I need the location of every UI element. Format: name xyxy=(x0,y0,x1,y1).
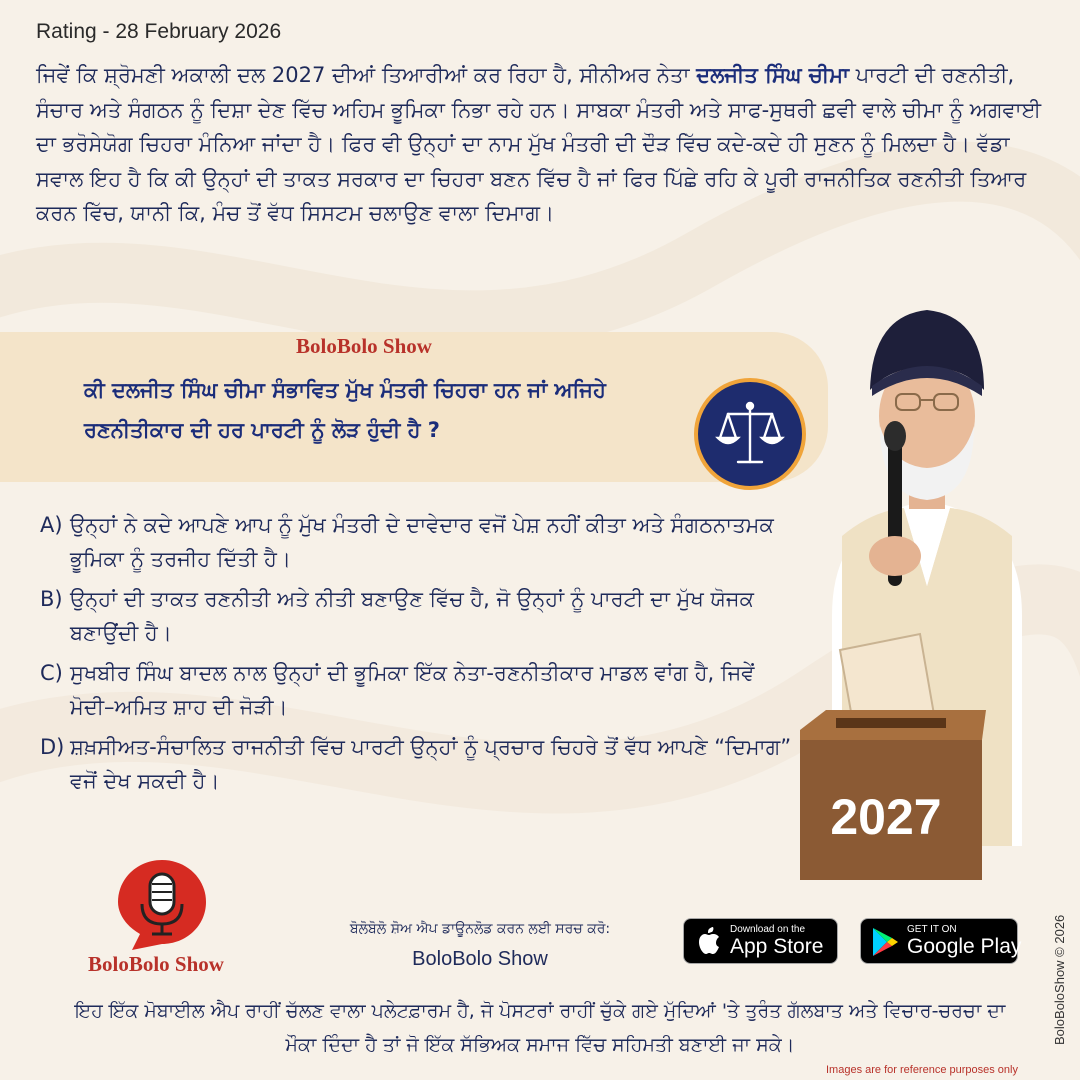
intro-text-start: ਜਿਵੇਂ ਕਿ ਸ਼੍ਰੋਮਣੀ ਅਕਾਲੀ ਦਲ 2027 ਦੀਆਂ ਤਿਆਰੀਆਂ ਕਰ ਰਿਹਾ ਹੈ, ਸੀਨੀਅਰ ਨੇਤਾ xyxy=(36,63,697,87)
scales-of-justice-icon xyxy=(694,378,806,490)
search-app-name: BoloBolo Show xyxy=(412,948,548,970)
option-b[interactable] xyxy=(40,582,800,650)
rating-date: Rating - 28 February 2026 xyxy=(36,20,282,43)
intro-paragraph xyxy=(36,58,1046,231)
option-letter: C) xyxy=(40,661,63,685)
image-disclaimer: Images are for reference purposes only xyxy=(826,1064,1018,1076)
option-d[interactable] xyxy=(40,730,800,798)
logo-wordmark: BoloBolo Show xyxy=(88,952,224,976)
intro-highlight-name: ਦਲਜੀਤ ਸਿੰਘ ਚੀਮਾ xyxy=(696,63,850,87)
search-prompt: ਬੋਲੋਬੋਲੋ ਸ਼ੋਅ ਐਪ ਡਾਊਨਲੋਡ ਕਰਨ ਲਈ ਸਰਚ ਕਰੋ: xyxy=(349,921,611,937)
option-text: ਉਨ੍ਹਾਂ ਨੇ ਕਦੇ ਆਪਣੇ ਆਪ ਨੂੰ ਮੁੱਖ ਮੰਤਰੀ ਦੇ ਦਾਵੇਦਾਰ ਵਜੋਂ ਪੇਸ਼ ਨਹੀਂ ਕੀਤਾ ਅਤੇ ਸੰਗਠਨਾਤਮਕ ਭੂਮਿਕਾ ਨੂੰ ਤਰਜੀਹ ਦਿੱਤੀ ਹੈ। xyxy=(70,513,774,571)
copyright-notice: BoloBoloShow © 2026 xyxy=(1052,914,1067,1045)
apple-icon xyxy=(696,927,722,957)
option-letter: B) xyxy=(40,587,63,611)
option-text: ਸੁਖਬੀਰ ਸਿੰਘ ਬਾਦਲ ਨਾਲ ਉਨ੍ਹਾਂ ਦੀ ਭੂਮਿਕਾ ਇੱਕ ਨੇਤਾ-ਰਣਨੀਤੀਕਾਰ ਮਾਡਲ ਵਾਂਗ ਹੈ, ਜਿਵੇਂ ਮੋਦੀ–ਅਮਿਤ ਸ਼ਾਹ ਦੀ ਜੋੜੀ। xyxy=(70,661,755,719)
answer-options xyxy=(40,508,800,804)
question-text: ਕੀ ਦਲਜੀਤ ਸਿੰਘ ਚੀਮਾ ਸੰਭਾਵਿਤ ਮੁੱਖ ਮੰਤਰੀ ਚਿਹਰਾ ਹਨ ਜਾਂ ਅਜਿਹੇ ਰਣਨੀਤੀਕਾਰ ਦੀ ਹਰ ਪਾਰਟੀ ਨੂੰ ਲੋੜ ਹੁੰਦੀ ਹੈ ? xyxy=(84,378,606,442)
option-a[interactable] xyxy=(40,508,800,576)
app-store-small-text: Download on the xyxy=(730,924,806,935)
option-letter: A) xyxy=(40,513,63,537)
footer-description: ਇਹ ਇੱਕ ਮੋਬਾਈਲ ਐਪ ਰਾਹੀਂ ਚੱਲਣ ਵਾਲਾ ਪਲੇਟਫ਼ਾਰਮ ਹੈ, ਜੋ ਪੋਸਟਰਾਂ ਰਾਹੀਂ ਚੁੱਕੇ ਗਏ ਮੁੱਦਿਆਂ 'ਤੇ ਤੁਰੰਤ ਗੱਲਬਾਤ ਅਤੇ ਵਿਚਾਰ-ਚਰਚਾ ਦਾ ਮੌਕਾ ਦਿੰਦਾ ਹੈ ਤਾਂ ਜੋ ਇੱਕ ਸੱਭਿਅਕ ਸਮਾਜ ਵਿੱਚ ਸਹਿਮਤੀ ਬਣਾਈ ਜਾ ਸਕੇ। xyxy=(74,1000,1006,1056)
app-store-button[interactable] xyxy=(683,918,838,964)
option-letter: D) xyxy=(40,735,65,759)
google-play-big-text: Google Play xyxy=(907,935,1022,958)
google-play-button[interactable] xyxy=(860,918,1022,964)
app-store-big-text: App Store xyxy=(730,935,824,958)
option-text: ਸ਼ਖ਼ਸੀਅਤ-ਸੰਚਾਲਿਤ ਰਾਜਨੀਤੀ ਵਿੱਚ ਪਾਰਟੀ ਉਨ੍ਹਾਂ ਨੂੰ ਪ੍ਰਚਾਰ ਚਿਹਰੇ ਤੋਂ ਵੱਧ ਆਪਣੇ “ਦਿਮਾਗ” ਵਜੋਂ ਦੇਖ ਸਕਦੀ ਹੈ। xyxy=(70,735,792,793)
option-text: ਉਨ੍ਹਾਂ ਦੀ ਤਾਕਤ ਰਣਨੀਤੀ ਅਤੇ ਨੀਤੀ ਬਣਾਉਣ ਵਿੱਚ ਹੈ, ਜੋ ਉਨ੍ਹਾਂ ਨੂੰ ਪਾਰਟੀ ਦਾ ਮੁੱਖ ਯੋਜਕ ਬਣਾਉਂਦੀ ਹੈ। xyxy=(70,587,754,645)
option-c[interactable] xyxy=(40,656,800,724)
intro-text-rest: ਪਾਰਟੀ ਦੀ ਰਣਨੀਤੀ, ਸੰਚਾਰ ਅਤੇ ਸੰਗਠਨ ਨੂੰ ਦਿਸ਼ਾ ਦੇਣ ਵਿੱਚ ਅਹਿਮ ਭੂਮਿਕਾ ਨਿਭਾ ਰਹੇ ਹਨ। ਸਾਬਕਾ ਮੰਤਰੀ ਅਤੇ ਸਾਫ-ਸੁਥਰੀ ਛਵੀ ਵਾਲੇ ਚੀਮਾ ਨੂੰ ਅਗਵਾਈ ਦਾ ਭਰੋਸੇਯੋਗ ਚਿਹਰਾ ਮੰਨਿਆ ਜਾਂਦਾ ਹੈ। ਫਿਰ ਵੀ ਉਨ੍ਹਾਂ ਦਾ ਨਾਮ ਮੁੱਖ ਮੰਤਰੀ ਦੀ ਦੌੜ ਵਿੱਚ ਕਦੇ-ਕਦੇ ਹੀ ਸੁਣਨ ਨੂੰ ਮਿਲਦਾ ਹੈ। ਵੱਡਾ ਸਵਾਲ ਇਹ ਹੈ ਕਿ ਕੀ ਉਨ੍ਹਾਂ ਦੀ ਤਾਕਤ ਸਰਕਾਰ ਦਾ ਚਿਹਰਾ ਬਣਨ ਵਿੱਚ ਹੈ ਜਾਂ ਫਿਰ ਪਿੱਛੇ ਰਹਿ ਕੇ ਪੂਰੀ ਰਾਜਨੀਤਿਕ ਰਣਨੀਤੀ ਤਿਆਰ ਕਰਨ ਵਿੱਚ, ਯਾਨੀ ਕਿ, ਮੰਚ ਤੋਂ ਵੱਧ ਸਿਸਟਮ ਚਲਾਉਣ ਵਾਲਾ ਦਿਮਾਗ। xyxy=(36,63,1042,225)
question-brand: BoloBolo Show xyxy=(296,334,432,358)
google-play-icon xyxy=(871,927,899,957)
google-play-small-text: GET IT ON xyxy=(907,924,957,935)
microphone-logo-icon xyxy=(112,854,212,954)
ballot-year: 2027 xyxy=(830,789,942,845)
